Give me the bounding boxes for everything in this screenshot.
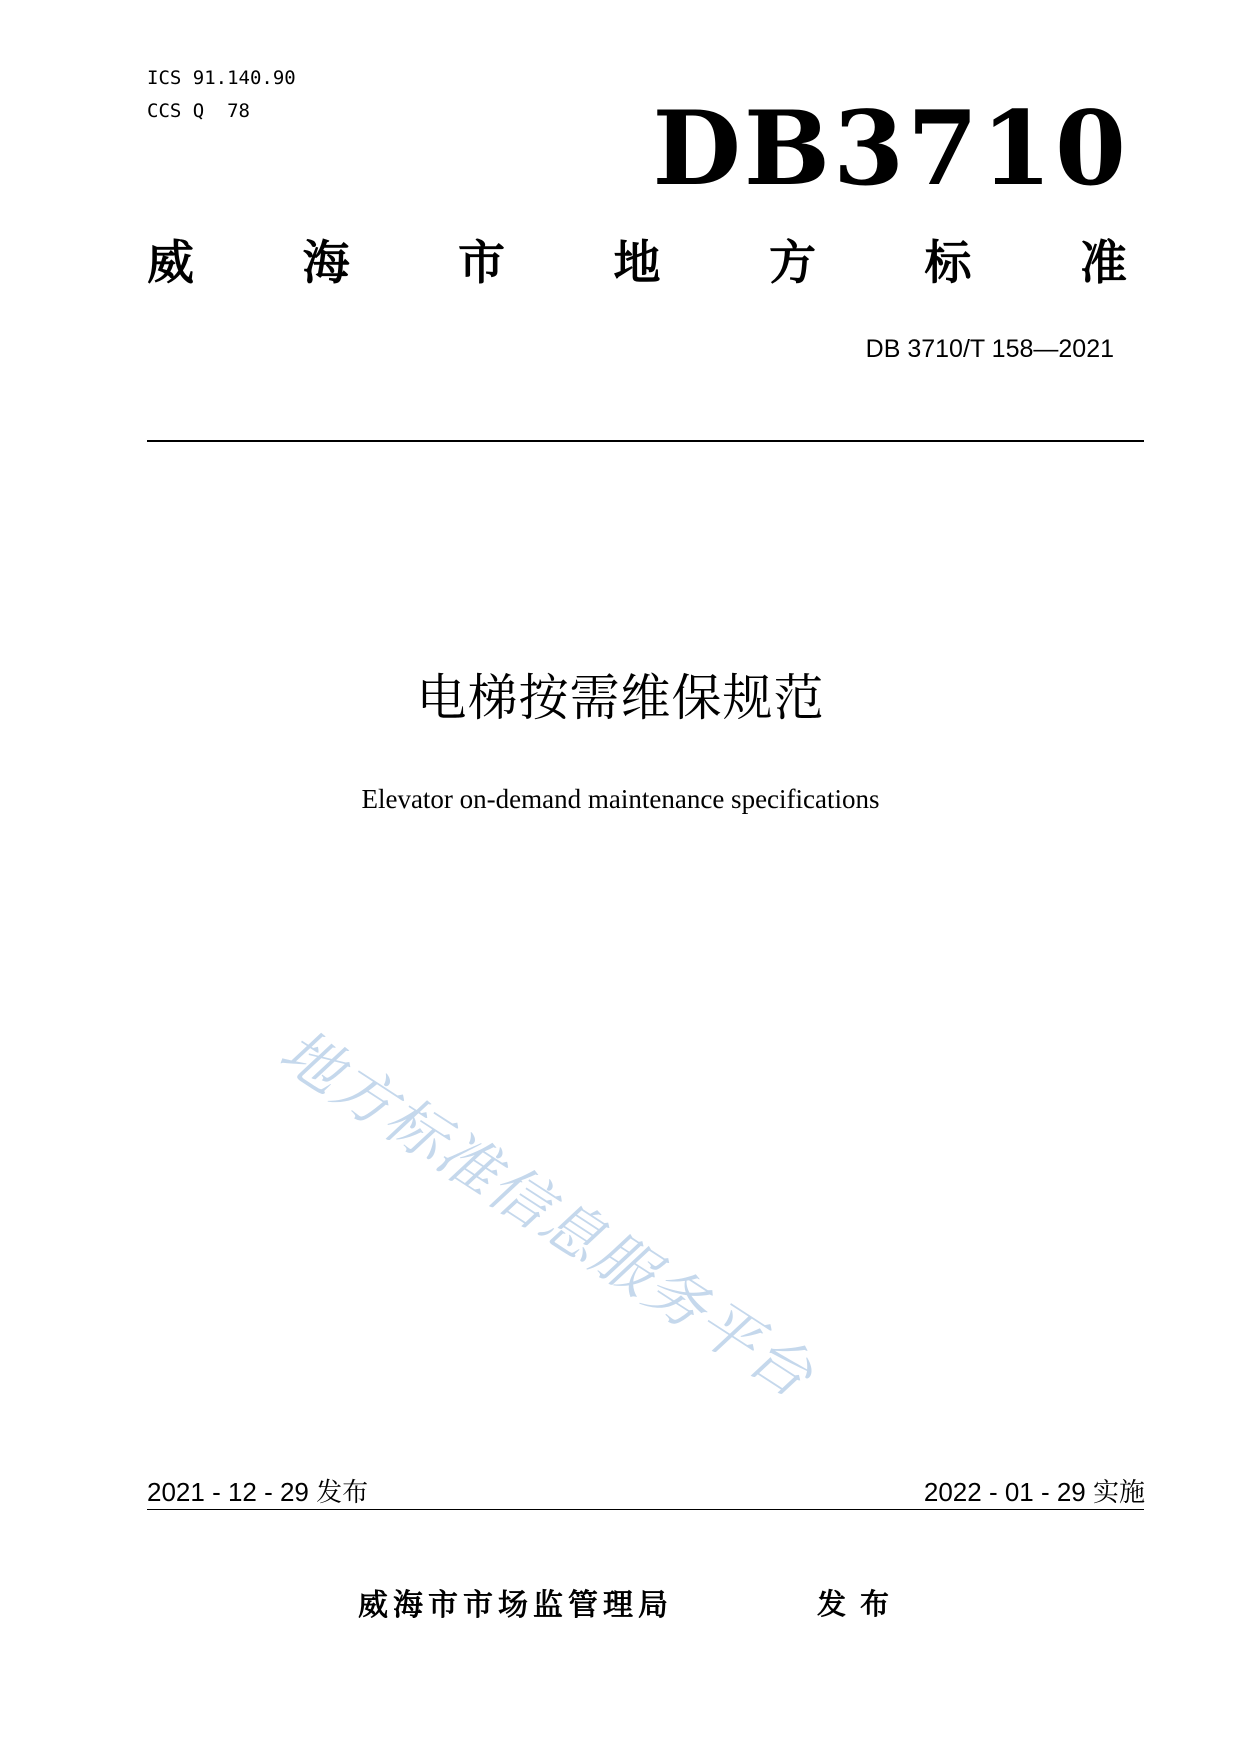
publish-label: 发布 — [817, 1587, 904, 1621]
standard-type-char: 海 — [302, 236, 350, 291]
standard-number: DB 3710/T 158—2021 — [865, 335, 1114, 363]
ics-code: ICS 91.140.90 — [147, 67, 296, 89]
standard-type-char: 标 — [924, 236, 972, 291]
ccs-code: CCS Q 78 — [147, 100, 250, 122]
footer-divider — [147, 1509, 1144, 1510]
publisher-name: 威海市市场监管理局 — [358, 1588, 673, 1623]
implementation-date: 2022 - 01 - 29 实施 — [923, 1477, 1145, 1507]
standard-code-mark: DB3710 — [652, 89, 1129, 209]
header-divider — [147, 440, 1144, 442]
standard-type-char: 方 — [769, 236, 816, 291]
document-title-english: Elevator on-demand maintenance specifications — [361, 784, 880, 814]
issue-date: 2021 - 12 - 29 发布 — [147, 1477, 369, 1507]
classification-codes — [147, 62, 296, 128]
standard-type-char: 准 — [1080, 236, 1127, 291]
watermark: 地方标准信息服务平台 — [267, 1015, 826, 1413]
standard-type-char: 威 — [147, 236, 194, 291]
standard-type-heading — [147, 236, 1127, 291]
standard-type-char: 地 — [613, 236, 661, 291]
standard-type-char: 市 — [458, 236, 505, 291]
document-title-chinese: 电梯按需维保规范 — [416, 669, 825, 727]
